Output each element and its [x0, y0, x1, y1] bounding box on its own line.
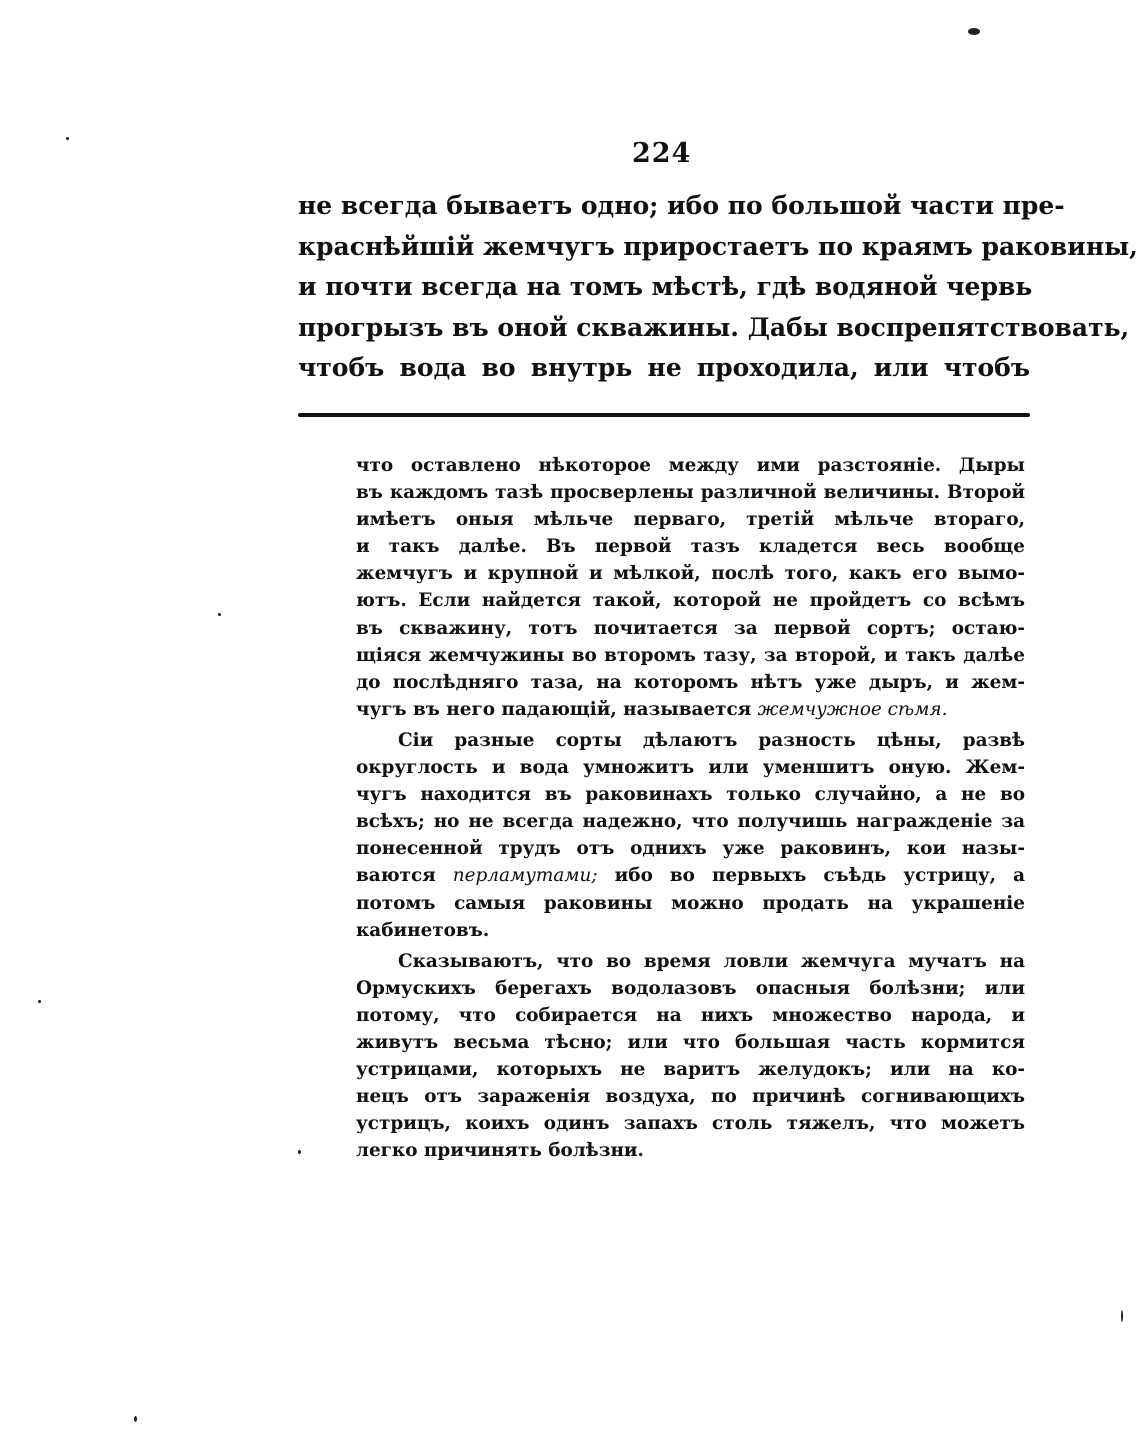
- footnote-line: живутъ весьма тѣсно; или что большая часть кормится: [356, 1031, 1025, 1053]
- scan-speck: [134, 1416, 137, 1422]
- footnote-separator-rule: [298, 413, 1030, 417]
- scan-speck: [66, 137, 69, 140]
- scan-speck: [38, 1000, 41, 1003]
- footnote-line: понесенной трудъ отъ однихъ уже раковинъ, кои назы-: [356, 838, 1025, 860]
- main-text-line: краснѣйшій жемчугъ приростаетъ по краямъ раковины,: [298, 231, 1138, 261]
- footnote-line: Сказываютъ, что во время ловли жемчуга мучатъ на: [398, 950, 1025, 972]
- footnote-line: и такъ далѣе. Въ первой тазъ кладется весь вообще: [356, 536, 1025, 558]
- footnote-text: ваются: [356, 865, 436, 887]
- footnote-line: что оставлено нѣкоторое между ими разстояніе. Дыры: [356, 455, 1025, 476]
- page-number: 224: [632, 138, 692, 169]
- footnote-line: ютъ. Если найдется такой, которой не пройдетъ со всѣмъ: [356, 590, 1025, 612]
- footnote-line: кабинетовъ.: [356, 919, 490, 941]
- footnote-line: [356, 862, 1025, 889]
- scan-speck: [218, 613, 221, 616]
- footnote-text: чугъ въ него падающій, называется: [356, 698, 752, 720]
- main-text-line: прогрызъ въ оной скважины. Дабы воспрепятствовать,: [298, 312, 1130, 342]
- scan-speck: [968, 28, 980, 35]
- footnote-line: потомъ самыя раковины можно продать на украшеніе: [356, 892, 1025, 914]
- footnote-line: въ скважину, тотъ почитается за первой сортъ; остаю-: [356, 617, 1025, 639]
- italic-term: жемчужное сѣмя.: [757, 698, 948, 720]
- footnote-line: всѣхъ; но не всегда надежно, что получишь награжденіе за: [356, 811, 1025, 833]
- footnote-line: щіяся жемчужины во второмъ тазу, за второй, и такъ далѣе: [356, 644, 1025, 666]
- footnote-line: потому, что собирается на нихъ множество народа, и: [356, 1004, 1025, 1026]
- italic-term: перламутами;: [452, 865, 598, 887]
- footnote-text: ибо во первыхъ съѣдь устрицу, а: [614, 865, 1025, 887]
- footnote-line: нецъ отъ зараженія воздуха, по причинѣ согнивающихъ: [356, 1086, 1025, 1108]
- footnote-line: до послѣдняго таза, на которомъ нѣтъ уже дыръ, и жем-: [356, 671, 1025, 693]
- footnote-line: въ каждомъ тазѣ просверлены различной величины. Второй: [356, 482, 1025, 504]
- main-text-line: и почти всегда на томъ мѣстѣ, гдѣ водяной червь: [298, 272, 1033, 301]
- footnote-line: Сіи разные сорты дѣлаютъ разность цѣны, развѣ: [398, 729, 1025, 751]
- footnote-line: округлость и вода умножитъ или уменшитъ оную. Жем-: [356, 757, 1025, 779]
- footnote-line: Ормускихъ берегахъ водолазовъ опасныя болѣзни; или: [356, 977, 1025, 999]
- footnote-line: устрицами, которыхъ не варитъ желудокъ; или на ко-: [356, 1059, 1025, 1081]
- footnote-line: устрицъ, коихъ одинъ запахъ столь тяжелъ, что можетъ: [356, 1113, 1025, 1135]
- scan-speck: [1121, 1310, 1123, 1322]
- footnote: [356, 452, 1025, 1164]
- main-text: [298, 186, 1138, 389]
- main-text-line: чтобъ вода во внутрь не проходила, или чтобъ: [298, 353, 1030, 382]
- footnote-line: имѣетъ оныя мѣльче перваго, третій мѣльче втораго,: [356, 509, 1025, 531]
- footnote-line: [356, 696, 1025, 723]
- footnote-line: чугъ находится въ раковинахъ только случайно, а не во: [356, 784, 1025, 806]
- footnote-line: легко причинять болѣзни.: [356, 1140, 644, 1162]
- footnote-line: жемчугъ и крупной и мѣлкой, послѣ того, какъ его вымо-: [356, 563, 1025, 585]
- scan-speck: [298, 1150, 301, 1154]
- main-text-line: не всегда бываетъ одно; ибо по большой части пре-: [298, 191, 1065, 220]
